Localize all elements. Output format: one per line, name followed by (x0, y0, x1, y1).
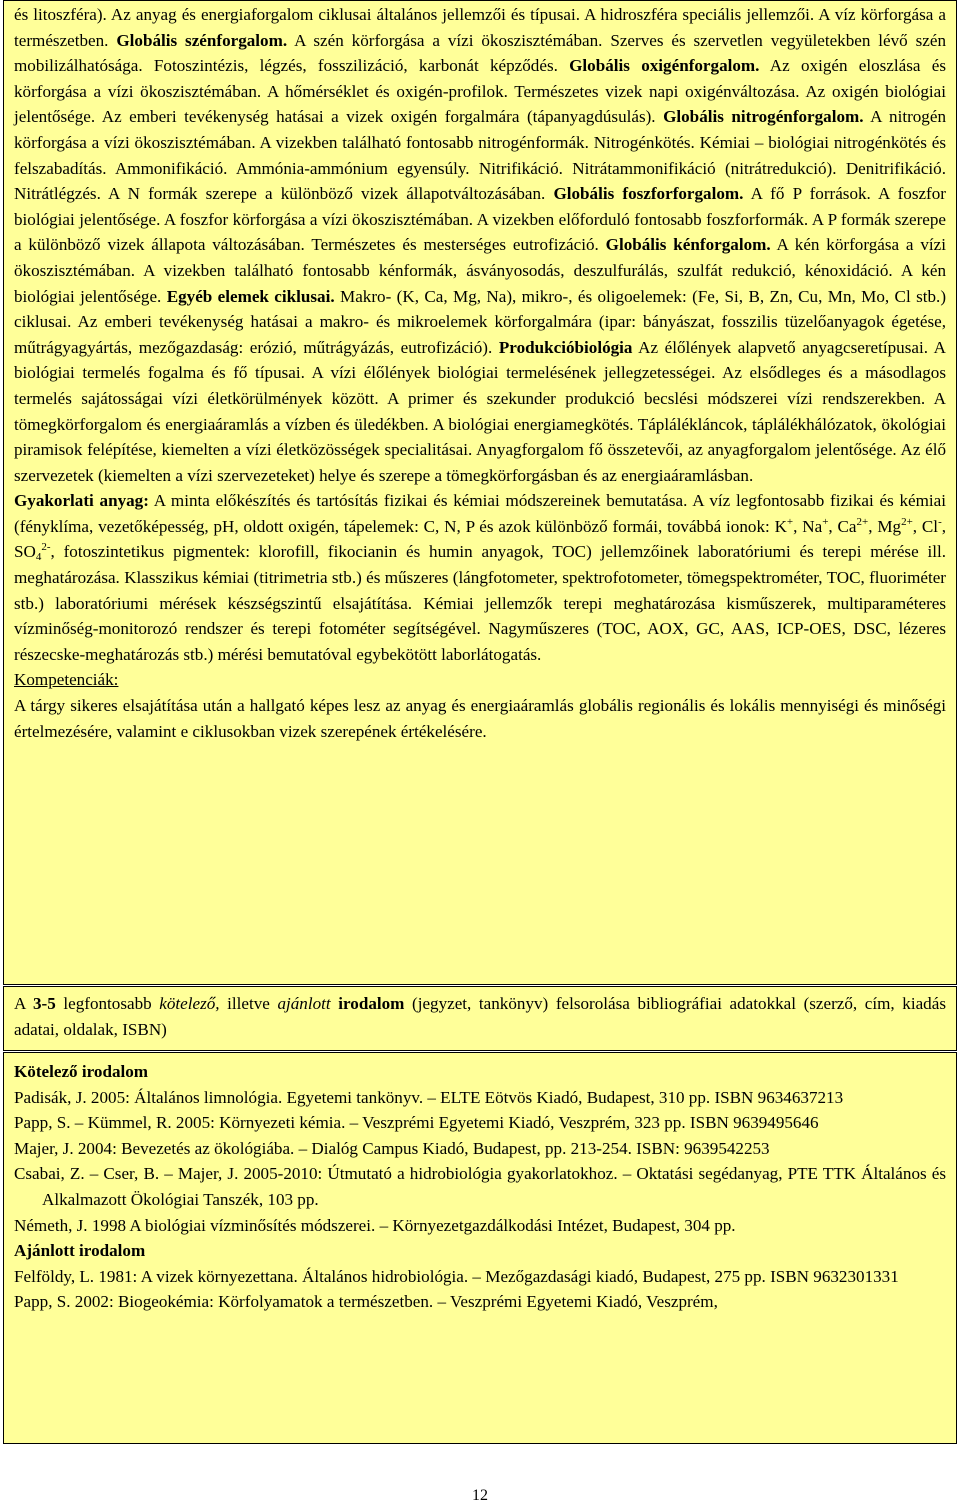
heading-nitrogen-cycle: Globális nitrogénforgalom. (663, 107, 864, 127)
literature-instructions-box (3, 986, 957, 1051)
heading-carbon-cycle: Globális szénforgalom. (116, 30, 288, 50)
recommended-literature-heading: Ajánlott irodalom (14, 1241, 146, 1261)
heading-oxygen-cycle: Globális oxigénforgalom. (569, 56, 760, 76)
course-content-box (3, 0, 957, 985)
reference-item: Padisák, J. 2005: Általános limnológia. Egyetemi tankönyv. – ELTE Eötvös Kiadó, Budapest, 310 pp. ISBN 9634637213 (14, 1087, 844, 1107)
reference-item: Papp, S. 2002: Biogeokémia: Körfolyamatok a természetben. – Veszprémi Egyetemi Kiadó, Veszprém, (14, 1292, 718, 1312)
required-literature-heading: Kötelező irodalom (14, 1062, 149, 1081)
literature-list-box (3, 1052, 957, 1444)
competencies-paragraph: A tárgy sikeres elsajátítása után a hallgató képes lesz az anyag és energiaáramlás globális regionális és lokális mennyiségi és minőségi értelmezésére, valamint e ciklusokban vizek szerepének értékelésére. (14, 696, 946, 741)
reference-item: Csabai, Z. – Cser, B. – Majer, J. 2005-2010: Útmutató a hidrobiológia gyakorlatokhoz. – Oktatási segédanyag, PTE TTK Általános és Alkalmazott Ökológiai Tanszék, 103 pp. (14, 1164, 946, 1209)
heading-other-elements: Egyéb elemek ciklusai. (166, 286, 335, 306)
reference-item: Felföldy, L. 1981: A vizek környezettana. Általános hidrobiológia. – Mezőgazdasági kiadó, Budapest, 275 pp. ISBN 9632301331 (14, 1266, 899, 1286)
literature-instructions: A 3-5 legfontosabb kötelező, illetve ajánlott irodalom (jegyzet, tankönyv) felsorolása bibliográfiai adatokkal (szerző, cím, kiadás adatai, oldalak, ISBN) (14, 994, 946, 1039)
competencies-label: Kompetenciák: (14, 670, 119, 690)
heading-sulfur-cycle: Globális kénforgalom. (605, 235, 771, 255)
practical-label: Gyakorlati anyag: (14, 491, 149, 511)
reference-item: Papp, S. – Kümmel, R. 2005: Környezeti kémia. – Veszprémi Egyetemi Kiadó, Veszprém, 323 pp. ISBN 9639495646 (14, 1113, 819, 1133)
heading-phosphorus-cycle: Globális foszforforgalom. (553, 184, 744, 204)
page-number: 12 (472, 1487, 488, 1504)
topics-paragraph: és litoszféra). Az anyag és energiaforgalom ciklusai általános jellemzői és típusai. A hidroszféra speciális jellemzői. A víz körforgása a természetben. Globális szénforgalom. A szén körforgása a vízi ökoszisztémában. Szerves és szervetlen vegyületekben lévő szén mobilizálhatósága. Fotoszintézis, légzés, fosszilizáció, karbonát képződés. Globális oxigénforgalom. Az oxigén eloszlása és körforgása a vízi ökoszisztémában. A hőmérséklet és oxigén-profilok. Természetes vizek napi oxigénváltozása. Az oxigén biológiai jelentősége. Az emberi tevékenység hatásai a vizek oxigén forgalmára (tápanyagdúsulás). Globális nitrogénforgalom. A nitrogén körforgása a vízi ökoszisztémában. A vizekben található fontosabb nitrogénformák. Nitrogénkötés. Kémiai – biológiai nitrogénkötés és felszabadítás. Ammonifikáció. Ammónia-ammónium egyensúly. Nitrifikáció. Nitrátammonifikáció (nitrátredukció). Denitrifikáció. Nitrátlégzés. A N formák szerepe a különböző vizek állapotváltozásában. Globális foszforforgalom. A fő P források. A foszfor biológiai jelentősége. A foszfor körforgása a vízi ökoszisztémában. A vizekben előforduló fontosabb foszforformák. A P formák szerepe a különböző vizek állapota változásában. Természetes és mesterséges eutrofizáció. Globális kénforgalom. A kén körforgása a vízi ökoszisztémában. A vizekben található fontosabb kénformák, ásványosodás, deszulfurálás, szulfát redukció, kénoxidáció. A kén biológiai jelentősége. Egyéb elemek ciklusai. Makro- (K, Ca, Mg, Na), mikro-, és oligoelemek: (Fe, Si, B, Zn, Cu, Mn, Mo, Cl stb.) ciklusai. Az emberi tevékenység hatásai a makro- és mikroelemek körforgalmára (ipar: bányászat, fosszilis tüzelőanyagok égetése, műtrágyagyártás, mezőgazdaság: erózió, műtrágyázás, eutrofizáció). Produkcióbiológia Az élőlények alapvető anyagcseretípusai. A biológiai termelés fogalma és fő típusai. A vízi élőlények biológiai termelésének jellegzetességei. Az elsődleges és a másodlagos termelés sajátosságai vízi életkörülmények között. A primer és szekunder produkció becslési módszerei vízi rendszerekben. A tömegkörforgalom és energiaáramlás a vízben és üledékben. A biológiai energiamegkötés. Táplálékláncok, táplálékhálózatok, ökológiai piramisok felépítése, kiemelten a vízi életközösségek specialitásai. Anyagforgalom fő összetevői, az anyagforgalom jelentősége. Az élő szervezetek (kiemelten a vízi szervezeteket) helye és szerepe a tömegkörforgásban és az energiaáramlásban. (14, 5, 947, 485)
reference-item: Majer, J. 2004: Bevezetés az ökológiába. – Dialóg Campus Kiadó, Budapest, pp. 213-254. ISBN: 9639542253 (14, 1138, 770, 1158)
competencies-label-line (14, 667, 946, 693)
practical-paragraph: Gyakorlati anyag: A minta előkészítés és tartósítás fizikai és kémiai módszereinek bemutatása. A víz legfontosabb fizikai és kémiai (fényklíma, vezetőképesség, pH, oldott oxigén, tápelemek: C, N, P és azok különböző formái, továbbá ionok: K+, Na+, $Ca^{2+}$, $Mg^{2+}$, Cl-, $SO_4^{2-}$, fotoszintetikus pigmentek: klorofill, fikocianin és humin anyagok, TOC) jellemzőinek laboratóriumi és terepi mérése ill. meghatározása. Klasszikus kémiai (titrimetria stb.) és műszeres (lángfotometer, spektrofotometer, tömegspektrométer, TOC, fluoriméter stb.) laboratóriumi mérések készségszintű elsajátítása. Kémiai jellemzők terepi meghatározása kisműszerek, multiparaméteres vízminőség-monitorozó rendszer és terepi fotométer segítségével. Nagyműszeres (TOC, AOX, GC, AAS, ICP-OES, DSC, lézeres részecske-meghatározás stb.) mérési bemutatóval egybekötött laborlátogatás. (14, 491, 947, 664)
reference-item: Németh, J. 1998 A biológiai vízminősítés módszerei. – Környezetgazdálkodási Intézet, Budapest, 304 pp. (14, 1215, 736, 1235)
heading-production-biology: Produkcióbiológia (498, 337, 633, 357)
